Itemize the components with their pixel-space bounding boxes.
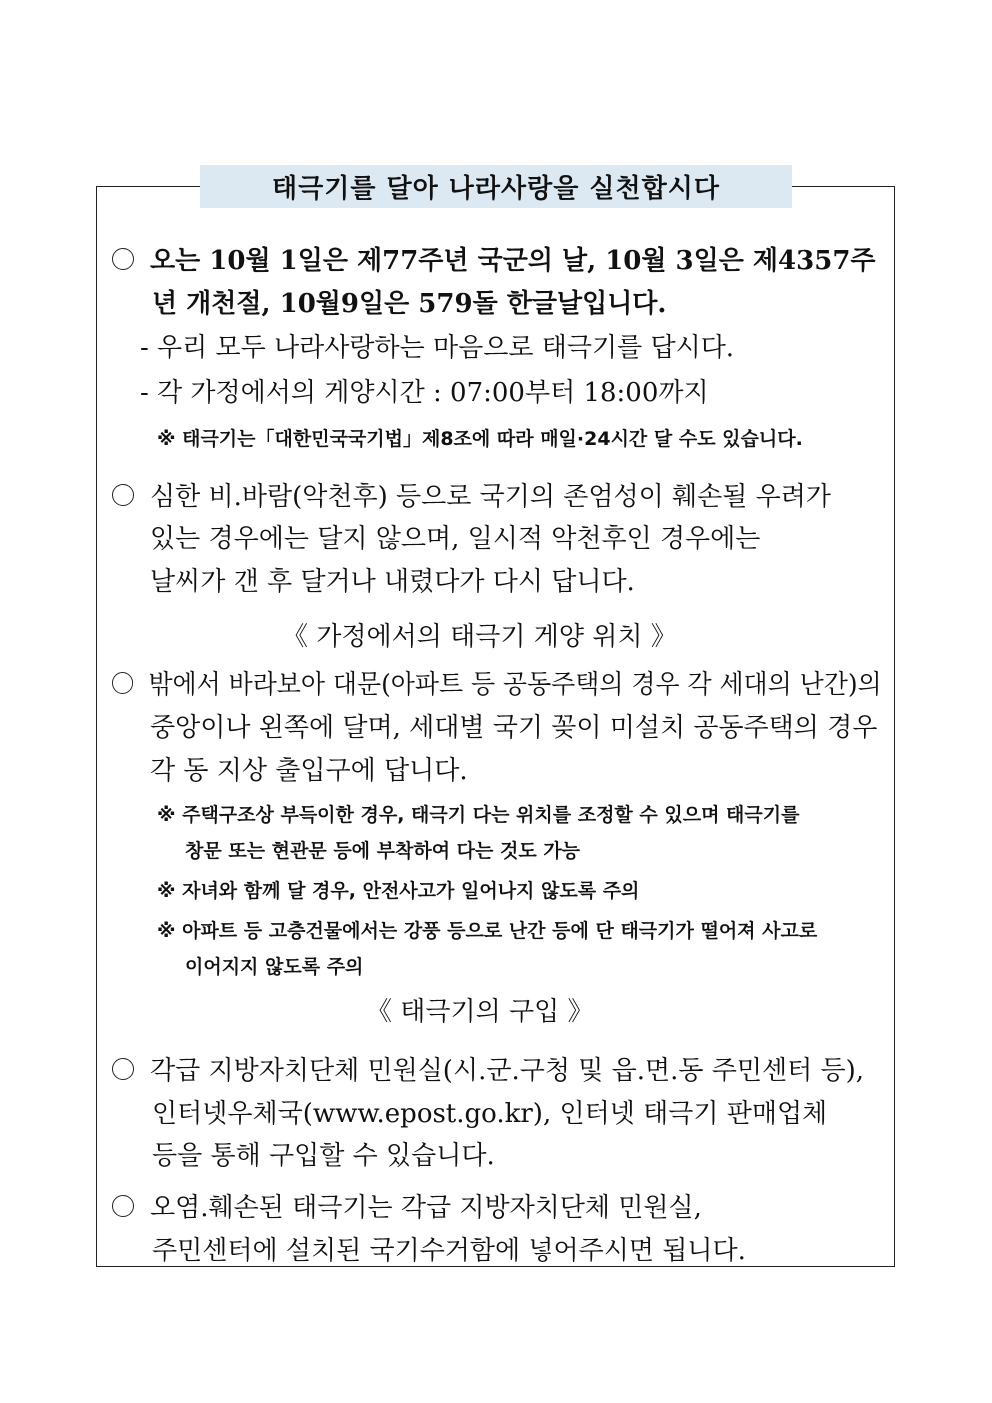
section1-line1: 오는 10월 1일은 제77주년 국군의 날, 10월 3일은 제4357주	[112, 246, 876, 276]
purchase-heading: 《 태극기의 구입 》	[366, 997, 594, 1027]
section1-note: ※ 태극기는「대한민국국기법」제8조에 따라 매일·24시간 달 수도 있습니다.	[157, 428, 803, 450]
page-title: 태극기를 달아 나라사랑을 실천합시다	[200, 165, 792, 208]
section2-line2: 있는 경우에는 달지 않으며, 일시적 악천후인 경우에는	[150, 524, 761, 554]
section2-line1: 심한 비.바람(악천후) 등으로 국기의 존엄성이 훼손될 우려가	[112, 482, 831, 512]
circle-bullet-icon	[112, 484, 134, 506]
section3-note1b: 창문 또는 현관문 등에 부착하여 다는 것도 가능	[185, 840, 581, 862]
section5-line1: 오염.훼손된 태극기는 각급 지방자치단체 민원실,	[112, 1193, 702, 1223]
section5-line2: 주민센터에 설치된 국기수거함에 넣어주시면 됩니다.	[152, 1236, 746, 1266]
section3-line2: 중앙이나 왼쪽에 달며, 세대별 국기 꽂이 미설치 공동주택의 경우	[150, 713, 878, 743]
circle-bullet-icon	[112, 248, 134, 270]
section3-note3a: ※ 아파트 등 고층건물에서는 강풍 등으로 난간 등에 단 태극기가 떨어져 사고로	[157, 920, 818, 942]
circle-bullet-icon	[112, 1058, 134, 1080]
section4-line1: 각급 지방자치단체 민원실(시.군.구청 및 읍.면.동 주민센터 등),	[112, 1056, 864, 1086]
section3-note2: ※ 자녀와 함께 달 경우, 안전사고가 일어나지 않도록 주의	[157, 880, 640, 902]
section3-line1: 밖에서 바라보아 대문(아파트 등 공동주택의 경우 각 세대의 난간)의	[112, 670, 882, 700]
section3-note1a: ※ 주택구조상 부득이한 경우, 태극기 다는 위치를 조정할 수 있으며 태극기를	[157, 804, 800, 826]
section1-line2: 년 개천절, 10월9일은 579돌 한글날입니다.	[152, 289, 667, 319]
circle-bullet-icon	[112, 672, 133, 694]
section3-line3: 각 동 지상 출입구에 답니다.	[150, 756, 468, 786]
circle-bullet-icon	[112, 1195, 134, 1217]
section4-line3: 등을 통해 구입할 수 있습니다.	[152, 1141, 495, 1171]
location-heading: 《 가정에서의 태극기 게양 위치 》	[282, 622, 677, 652]
section1-dash1: - 우리 모두 나라사랑하는 마음으로 태극기를 답시다.	[140, 333, 735, 363]
section3-note3b: 이어지지 않도록 주의	[185, 956, 364, 978]
section2-line3: 날씨가 갠 후 달거나 내렸다가 다시 답니다.	[150, 567, 635, 597]
section4-line2: 인터넷우체국(www.epost.go.kr), 인터넷 태극기 판매업체	[152, 1099, 828, 1129]
section1-dash2: - 각 가정에서의 게양시간 : 07:00부터 18:00까지	[140, 378, 709, 408]
